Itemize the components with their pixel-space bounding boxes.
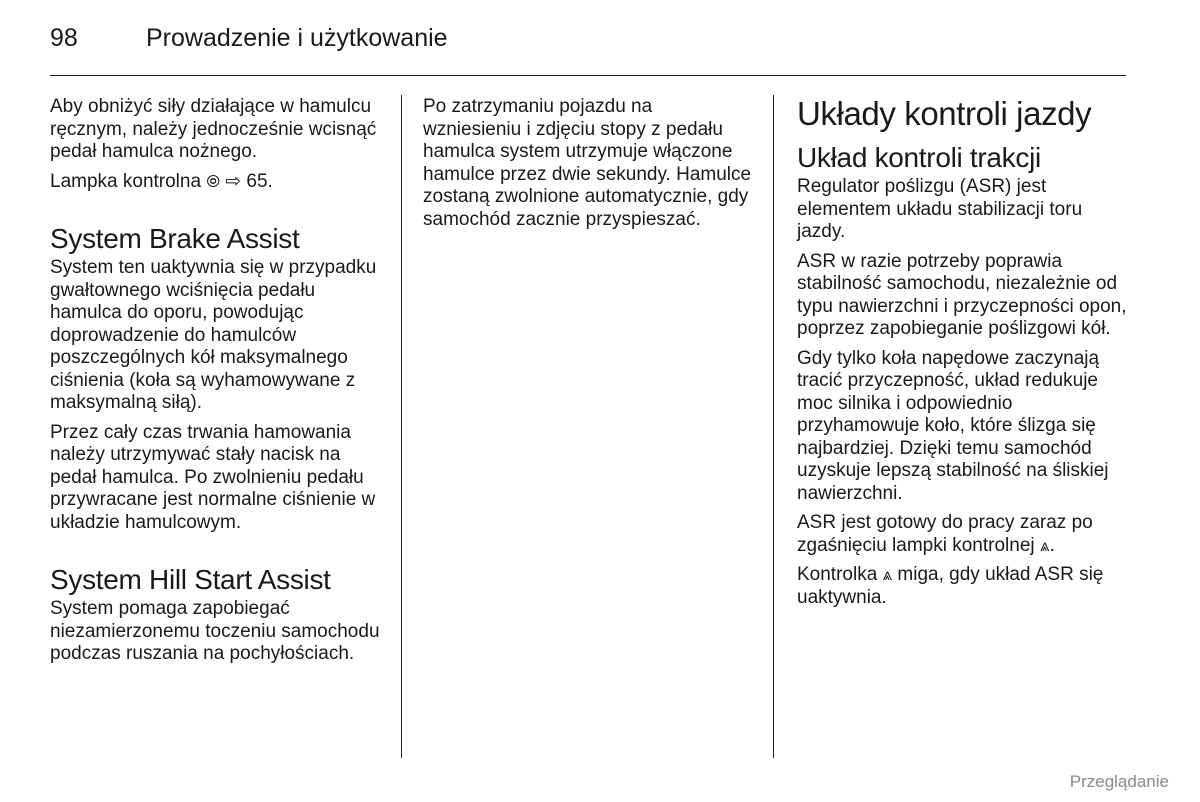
asr-lamp-text: Kontrolka (797, 564, 883, 585)
paragraph-asr-4 (797, 512, 1132, 557)
brake-warning-icon: ⦾ (206, 171, 220, 191)
asr-lamp-text-end: miga, gdy układ ASR się uaktywnia. (797, 564, 1104, 608)
traction-control-icon: ⩓ (1039, 535, 1050, 555)
paragraph-asr-5 (797, 564, 1132, 609)
heading-brake-assist: System Brake Assist (50, 223, 300, 254)
column-middle (423, 96, 753, 238)
paragraph-brake-assist-2: Przez cały czas trwania hamowania należy utrzymywać stały nacisk na pedał hamulca. Po zwolnieniu pedału przywracane jest normalne ciśnienie w układzie hamulcowym. (50, 421, 376, 533)
asr-ready-text: ASR jest gotowy do pracy zaraz po zgaśnięciu lampki kontrolnej (797, 512, 1093, 556)
page-header (50, 24, 1126, 60)
warning-lamp-text: Lampka kontrolna (50, 170, 207, 192)
column-divider-1 (401, 95, 402, 758)
column-left (50, 96, 385, 673)
paragraph-hill-start-assist: System pomaga zapobiegać niezamierzonemu toczeniu samochodu podczas ruszania na pochyłościach. (50, 598, 380, 664)
heading-traction-control: Układ kontroli trakcji (797, 142, 1041, 173)
column-divider-2 (773, 95, 774, 758)
chapter-title: Prowadzenie i użytkowanie (146, 24, 448, 52)
header-rule (50, 75, 1126, 76)
paragraph-asr-1: Regulator poślizgu (ASR) jest elementem układu stabilizacji toru jazdy. (797, 176, 1083, 242)
asr-ready-text-end: . (1049, 534, 1055, 556)
paragraph-parking-brake: Aby obniżyć siły działające w hamulcu ręcznym, należy jednocześnie wcisnąć pedał hamulca nożnego. (50, 96, 377, 162)
heading-driving-control-systems: Układy kontroli jazdy (797, 95, 1092, 132)
paragraph-brake-assist-1: System ten uaktywnia się w przypadku gwałtownego wciśnięcia pedału hamulca do oporu, powodując doprowadzenie do hamulców poszczególnych kół maksymalnego ciśnienia (koła są wyhamowywane z maksymalną siłą). (50, 257, 377, 413)
paragraph-asr-3: Gdy tylko koła napędowe zaczynają tracić przyczepność, układ redukuje moc silnika i odpowiednio przyhamowuje koło, które ślizga się najbardziej. Dzięki temu samochód uzyskuje lepszą stabilność na śliskiej nawierzchni. (797, 347, 1109, 504)
page-reference-link[interactable]: ⇨ 65. (219, 170, 273, 192)
browse-link[interactable]: Przeglądanie (1069, 772, 1169, 791)
paragraph-asr-2: ASR w razie potrzeby poprawia stabilność samochodu, niezależnie od typu nawierzchni i przyczepności opon, poprzez zapobieganie poślizgowi kół. (797, 250, 1127, 339)
paragraph-hill-hold: Po zatrzymaniu pojazdu na wzniesieniu i zdjęciu stopy z pedału hamulca system utrzymuje włączone hamulce przez dwie sekundy. Hamulce zostaną zwolnione automatycznie, gdy samochód zacznie przyspieszać. (423, 96, 752, 230)
page-number: 98 (50, 24, 78, 52)
heading-hill-start-assist: System Hill Start Assist (50, 564, 331, 595)
column-right (797, 96, 1132, 616)
paragraph-warning-lamp (50, 171, 385, 194)
traction-control-icon: ⩓ (882, 565, 893, 584)
